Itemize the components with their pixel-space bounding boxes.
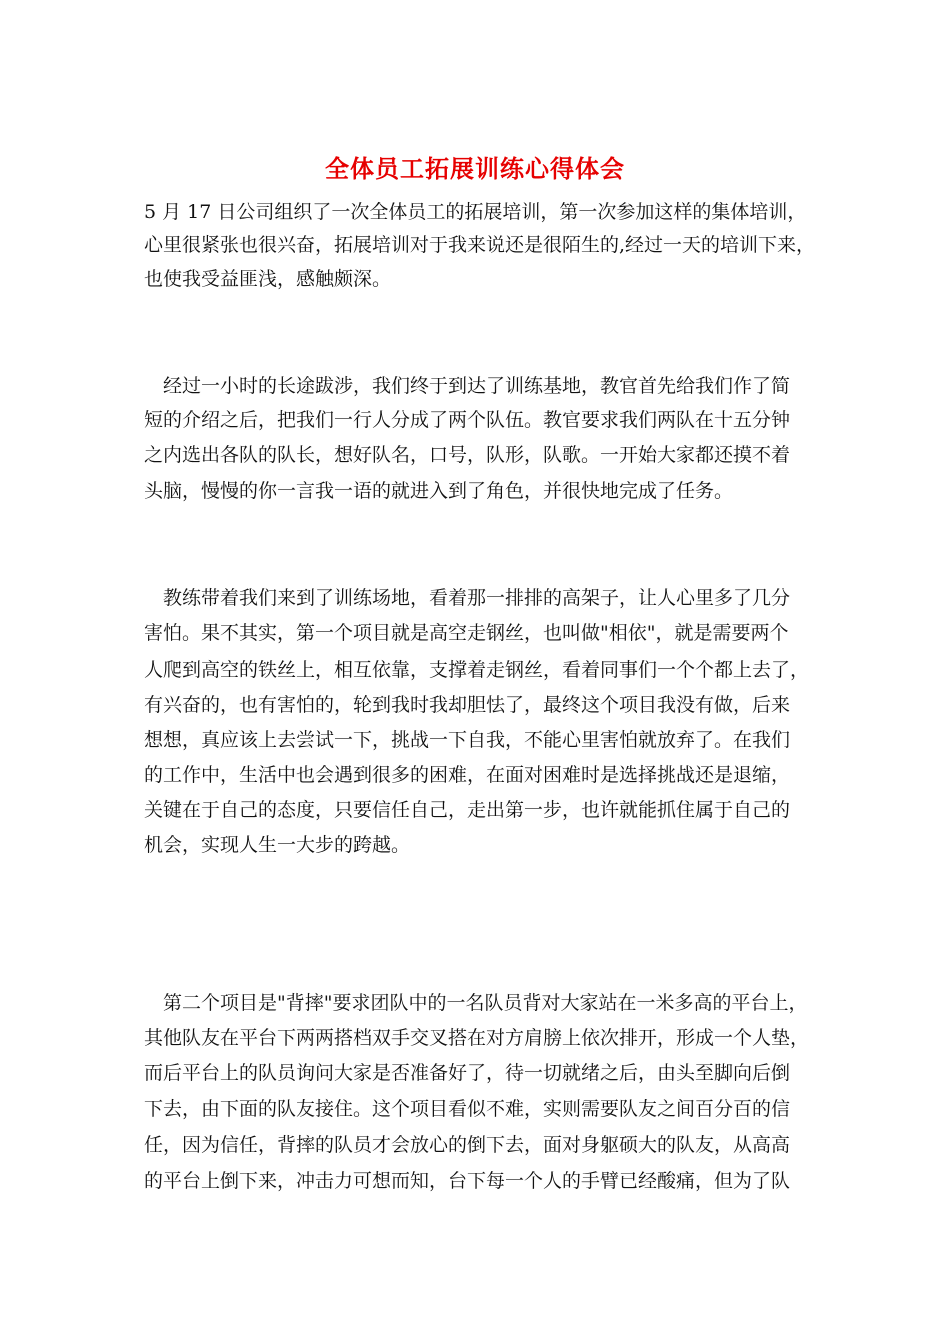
paragraph-line: 教练带着我们来到了训练场地，看着那一排排的高架子，让人心里多了几分	[144, 587, 791, 609]
paragraph-line: 关键在于自己的态度，只要信任自己，走出第一步，也许就能抓住属于自己的	[144, 799, 791, 821]
document-title: 全体员工拓展训练心得体会	[325, 154, 625, 183]
paragraph-line: 短的介绍之后，把我们一行人分成了两个队伍。教官要求我们两队在十五分钟	[144, 409, 791, 431]
paragraph-line: 有兴奋的，也有害怕的，轮到我时我却胆怯了，最终这个项目我没有做，后来	[144, 694, 791, 716]
paragraph-line: 的平台上倒下来，冲击力可想而知，台下每一个人的手臂已经酸痛，但为了队	[144, 1170, 791, 1192]
paragraph-line: 人爬到高空的铁丝上，相互依靠，支撑着走钢丝，看着同事们一个个都上去了，	[144, 659, 810, 681]
paragraph-line: 头脑，慢慢的你一言我一语的就进入到了角色，并很快地完成了任务。	[144, 480, 734, 502]
paragraph-line: 之内选出各队的队长，想好队名，口号，队形，队歌。一开始大家都还摸不着	[144, 444, 791, 466]
paragraph-line: 第二个项目是"背摔"要求团队中的一名队员背对大家站在一米多高的平台上，	[144, 992, 808, 1014]
paragraph-line: 的工作中，生活中也会遇到很多的困难，在面对困难时是选择挑战还是退缩，	[144, 764, 791, 786]
paragraph-line: 心里很紧张也很兴奋，拓展培训对于我来说还是很陌生的,经过一天的培训下来，	[144, 234, 816, 256]
paragraph-line: 其他队友在平台下两两搭档双手交叉搭在对方肩膀上依次排开，形成一个人垫，	[144, 1027, 810, 1049]
paragraph-line: 也使我受益匪浅，感触颇深。	[144, 268, 392, 290]
paragraph-line: 而后平台上的队员询问大家是否准备好了，待一切就绪之后，由头至脚向后倒	[144, 1062, 791, 1084]
paragraph-line: 经过一小时的长途跋涉，我们终于到达了训练基地，教官首先给我们作了简	[144, 375, 791, 397]
paragraph-line: 想想，真应该上去尝试一下，挑战一下自我，不能心里害怕就放弃了。在我们	[144, 729, 791, 751]
paragraph-line: 害怕。果不其实，第一个项目就是高空走钢丝，也叫做"相依"，就是需要两个	[144, 622, 789, 644]
paragraph-line: 机会，实现人生一大步的跨越。	[144, 834, 411, 856]
paragraph-line: 下去，由下面的队友接住。这个项目看似不难，实则需要队友之间百分百的信	[144, 1098, 791, 1120]
paragraph-line: 5 月 17 日公司组织了一次全体员工的拓展培训，第一次参加这样的集体培训，	[144, 201, 807, 223]
paragraph-line: 任，因为信任，背摔的队员才会放心的倒下去，面对身躯硕大的队友，从高高	[144, 1134, 791, 1156]
